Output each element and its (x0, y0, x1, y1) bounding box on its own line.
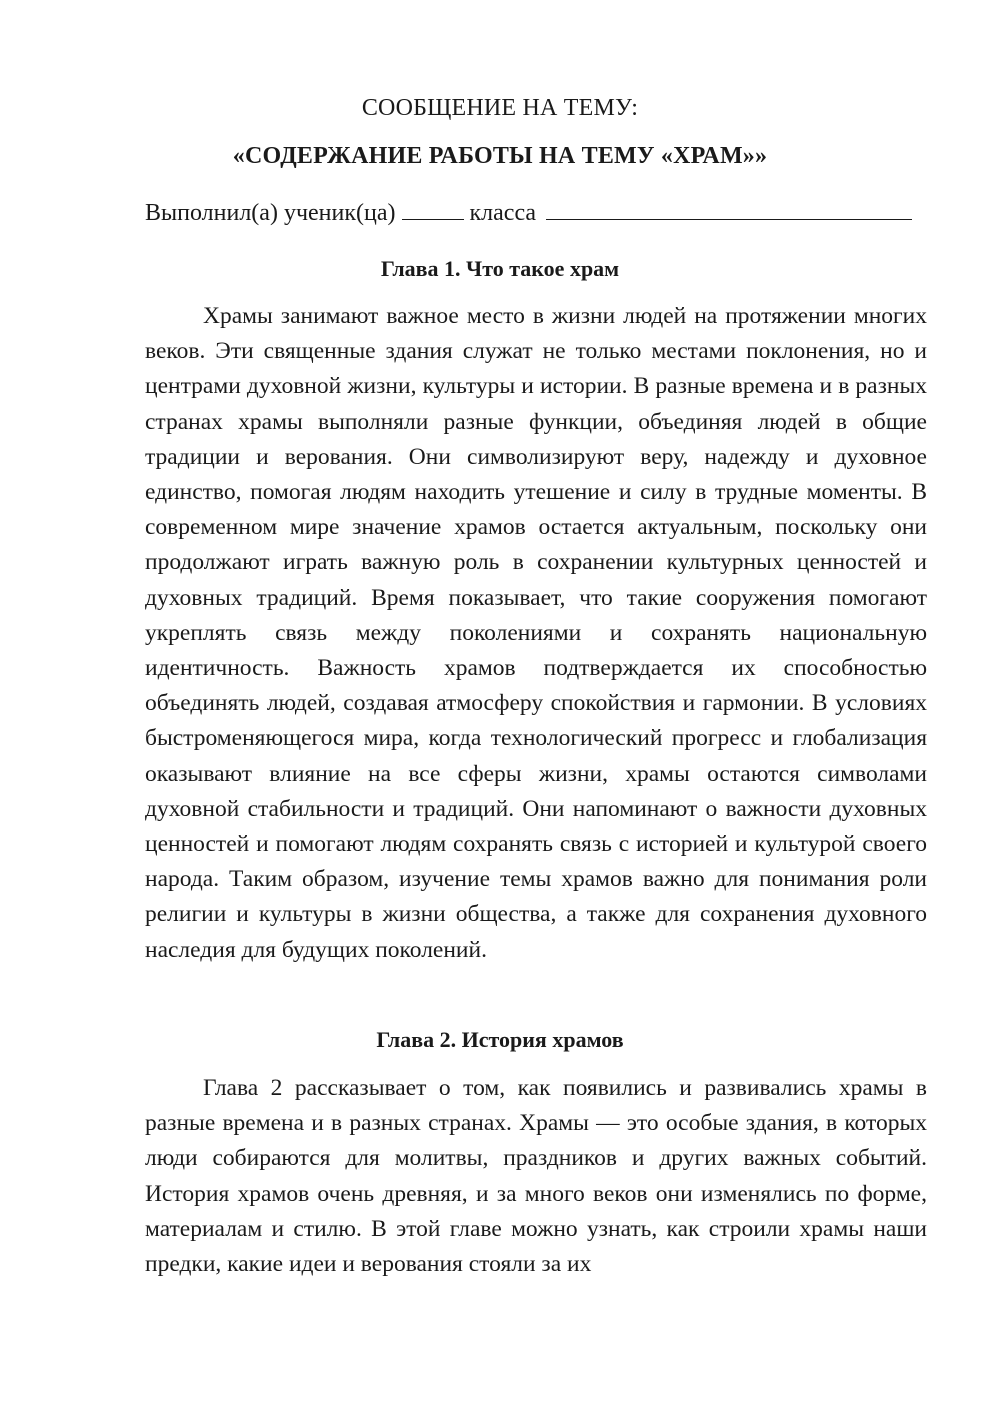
author-prefix: Выполнил(а) ученик(ца) (145, 200, 396, 226)
chapter-2-title: Глава 2. История храмов (376, 1027, 624, 1052)
student-name-blank (546, 197, 912, 220)
document-title: «СОДЕРЖАНИЕ РАБОТЫ НА ТЕМУ «ХРАМ»» (232, 143, 768, 169)
chapter-2-paragraph: Глава 2 рассказывает о том, как появились и развивались храмы в разные времена и в разных странах. Храмы — это особые здания, в которых люди собираются для молитвы, праздников и других важных событий. История храмов очень древняя, и за много веков они изменялись по форме, материалам и стилю. В этой главе можно узнать, как строили храмы наши предки, какие идеи и верования стояли за их (145, 1075, 927, 1278)
chapter-1-paragraph: Храмы занимают важное место в жизни людей на протяжении многих веков. Эти священные здания служат не только местами поклонения, но и центрами духовной жизни, культуры и истории. В разные времена и в разных странах храмы выполняли разные функции, объединяя людей в общие традиции и верования. Они символизируют веру, надежду и духовное единство, помогая людям находить утешение и силу в трудные моменты. В современном мире значение храмов остается актуальным, поскольку они продолжают играть важную роль в сохранении культурных ценностей и духовных традиций. Время показывает, что такие сооружения помогают укреплять связь между поколениями и сохранять национальную идентичность. Важность храмов подтверждается их способностью объединять людей, создавая атмосферу спокойствия и гармонии. В условиях быстроменяющегося мира, когда технологический прогресс и глобализация оказывают влияние на все сферы жизни, храмы остаются символами духовной стабильности и традиций. Они напоминают о важности духовных ценностей и помогают людям сохранять связь с историей и культурой своего народа. Таким образом, изучение темы храмов важно для понимания роли религии и культуры в жизни общества, а также для сохранения духовного наследия для будущих поколений. (145, 303, 927, 963)
author-middle: класса (469, 200, 537, 226)
document-header-line1: СООБЩЕНИЕ НА ТЕМУ: (361, 95, 639, 121)
chapter-1-title: Глава 1. Что такое храм (380, 256, 620, 281)
author-line (145, 197, 925, 227)
class-number-blank (402, 197, 464, 220)
